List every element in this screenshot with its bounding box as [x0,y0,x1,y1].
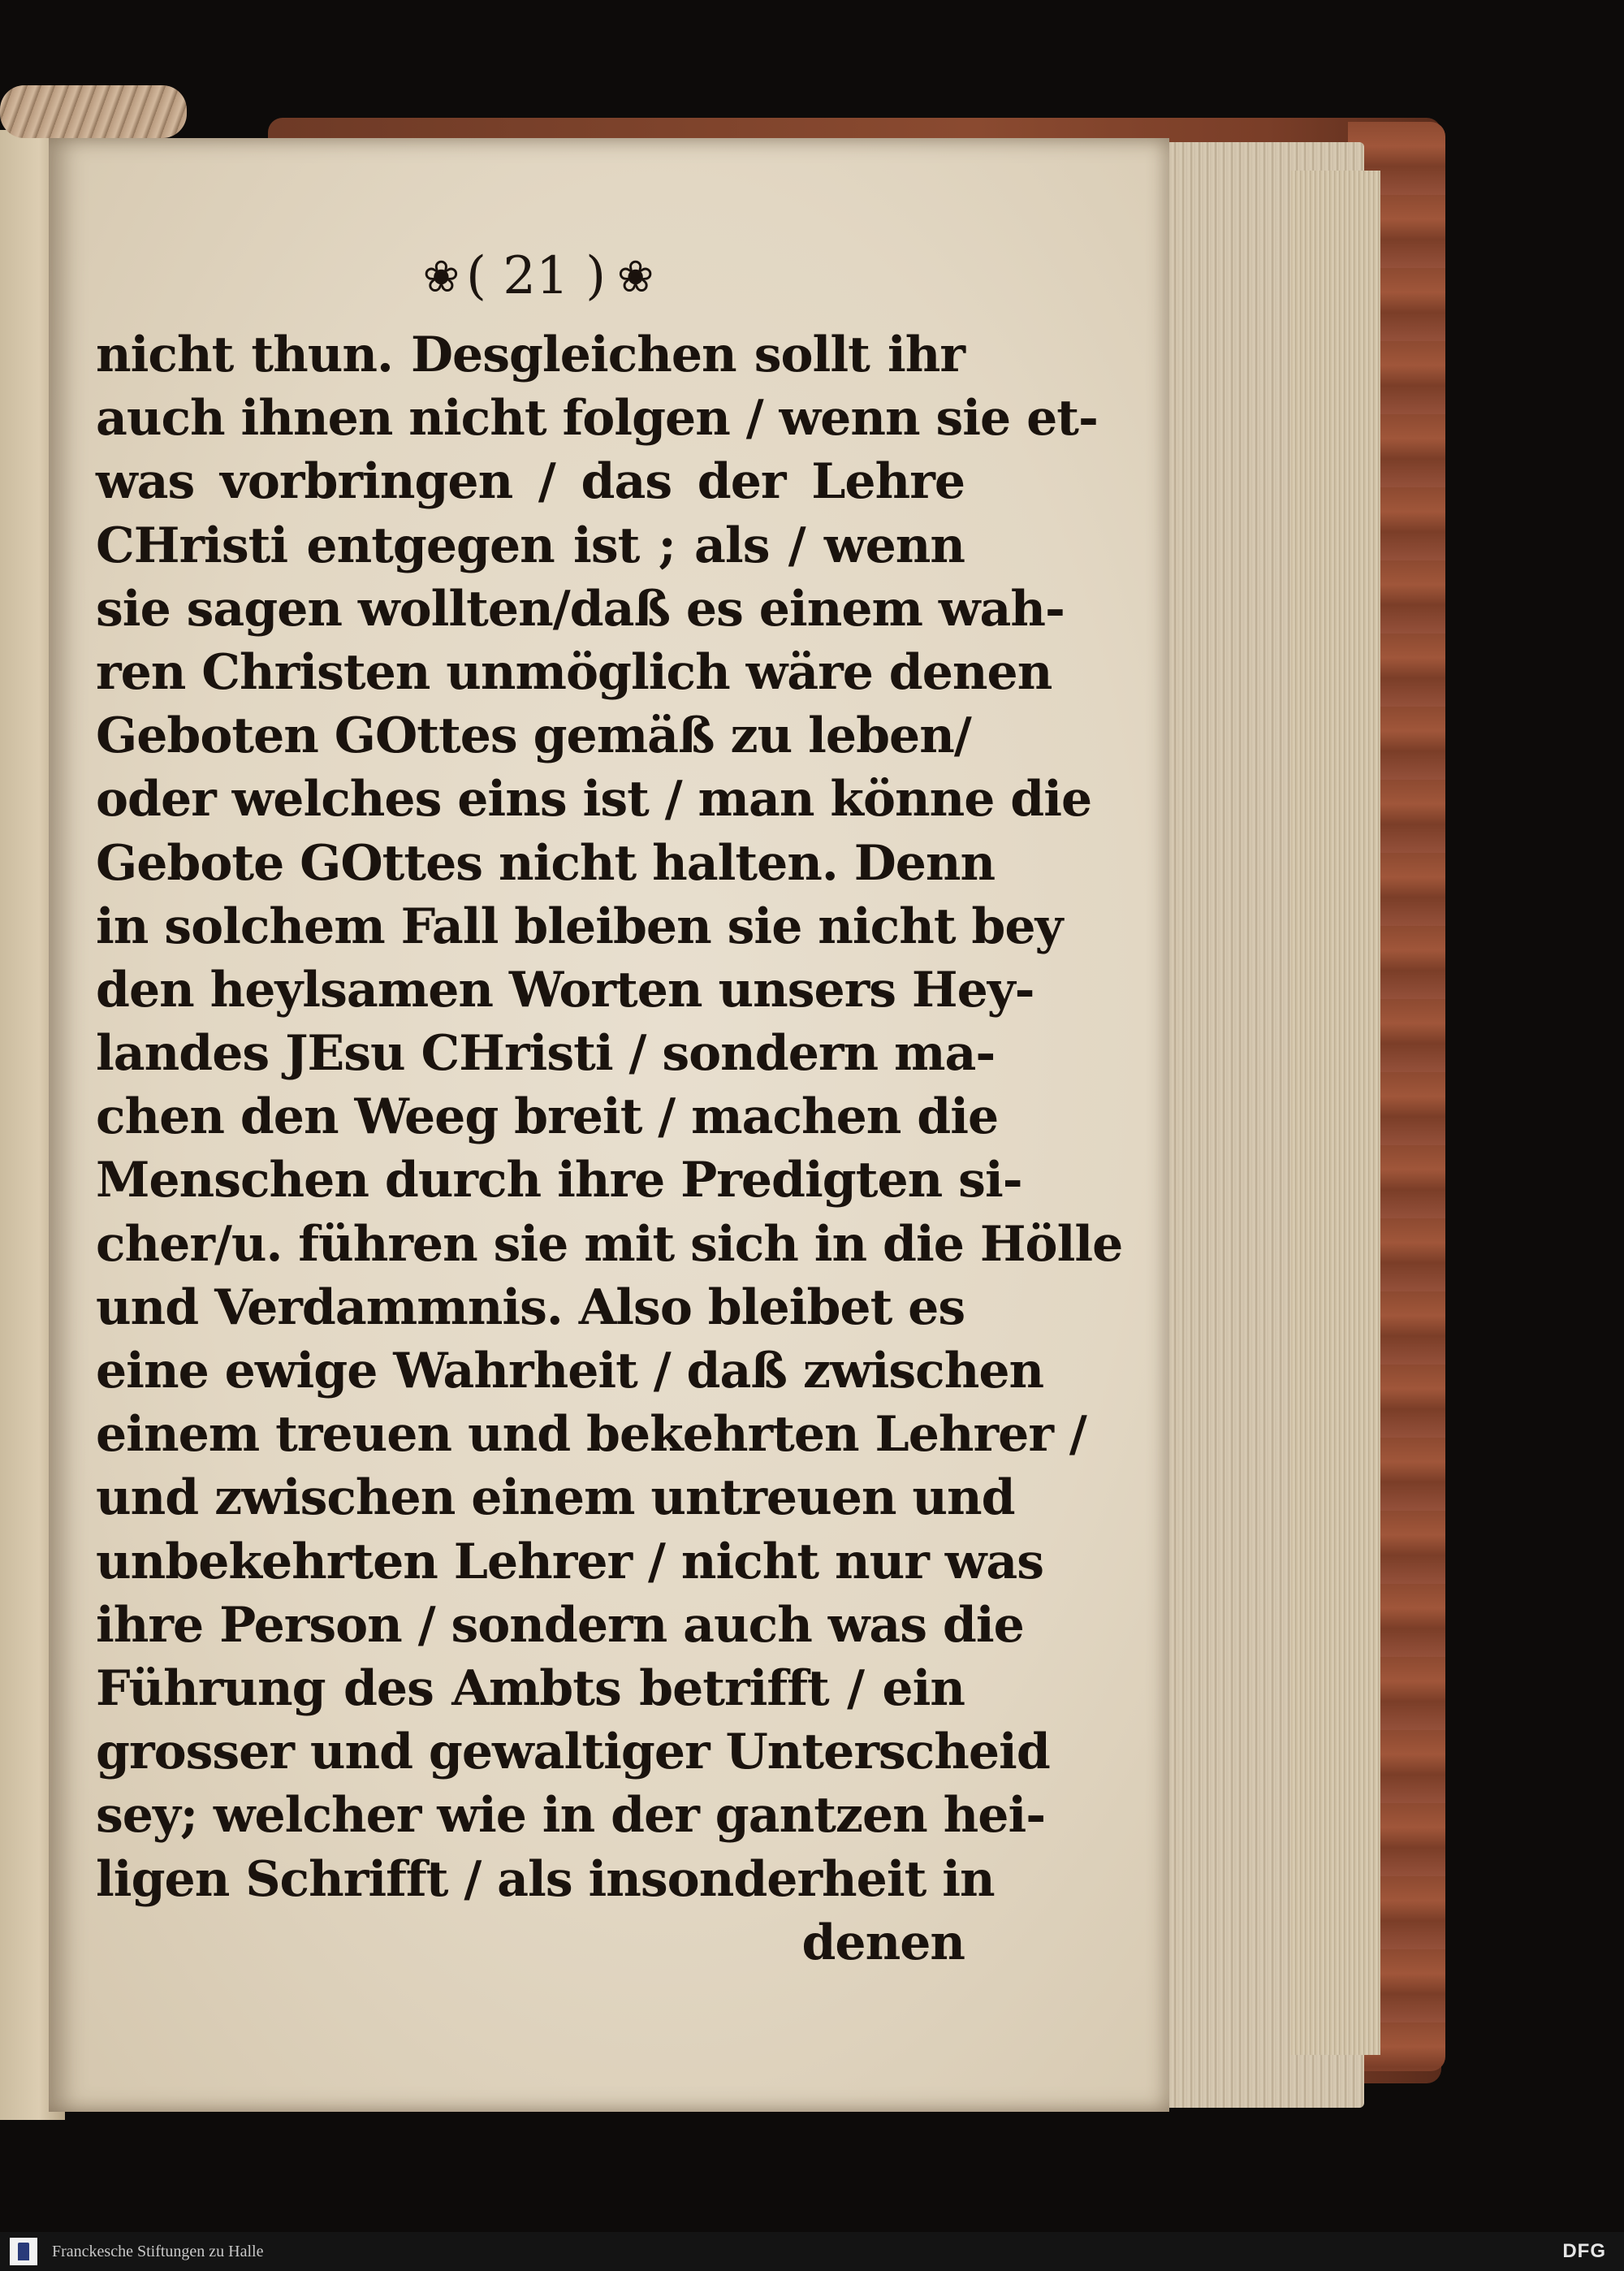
text-line: chen den Weeg breit / machen die [96,1088,999,1146]
text-line: cher/u. führen sie mit sich in die Hölle [96,1215,1123,1273]
text-line: sey; welcher wie in der gantzen hei- [96,1787,1046,1845]
text-line: Menschen durch ihre Predigten si- [96,1152,1022,1209]
dfg-logo: DFG [1562,2240,1606,2262]
viewer-footer [0,2232,1624,2271]
text-line: Führung des Ambts betrifft / ein [96,1659,965,1717]
logo-mark [18,2243,29,2260]
ornament-left-icon: ❀ [422,250,455,302]
francke-foundation-logo-icon [10,2238,37,2265]
text-line: ren Christen unmöglich wäre denen [96,643,1052,701]
page-text [96,323,1123,1975]
text-line: und Verdammnis. Also bleibet es [96,1278,965,1336]
text-line: auch ihnen nicht folgen / wenn sie et- [96,390,1098,448]
text-line: sie sagen wollten/daß es einem wah- [96,580,1065,638]
catchword: denen [801,1914,965,1971]
page-header [361,240,710,313]
institution-name: Franckesche Stiftungen zu Halle [52,2242,264,2260]
text-line: in solchem Fall bleiben sie nicht bey [96,898,1063,955]
text-line: grosser und gewaltiger Unterscheid [96,1724,1050,1781]
text-line: einem treuen und bekehrten Lehrer / [96,1406,1086,1464]
text-line: landes JEsu CHristi / sondern ma- [96,1025,996,1083]
text-line: ihre Person / sondern auch was die [96,1596,1024,1654]
text-line: nicht thun. Desgleichen sollt ihr [96,327,965,383]
text-line: Geboten GOttes gemäß zu leben/ [96,707,971,765]
text-line: ligen Schrifft / als insonderheit in [96,1850,995,1908]
text-line: Gebote GOttes nicht halten. Denn [96,834,996,892]
text-line: und zwischen einem untreuen und [96,1469,1015,1527]
text-line: den heylsamen Worten unsers Hey- [96,961,1034,1019]
text-line: eine ewige Wahrheit / daß zwischen [96,1343,1044,1399]
text-line: oder welches eins ist / man könne die [96,771,1092,828]
ornament-right-icon: ❀ [617,250,650,302]
text-line: unbekehrten Lehrer / nicht nur was [96,1533,1044,1590]
binding-strap [0,85,187,138]
page-number: ( 21 ) [465,246,607,306]
page-stack-inner [1291,171,1380,2055]
text-line: was vorbringen / das der Lehre [96,453,965,511]
text-line: CHristi entgegen ist ; als / wenn [96,517,965,574]
